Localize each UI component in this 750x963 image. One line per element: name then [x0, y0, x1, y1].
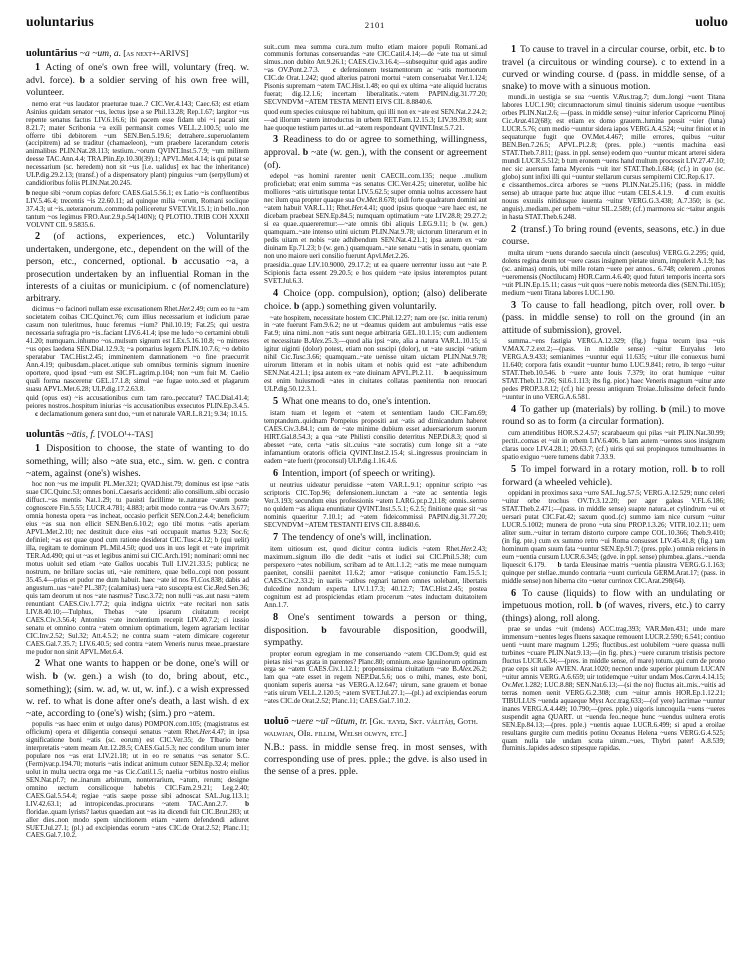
- subsense-letter: b: [302, 147, 309, 159]
- sense-text: (of actions, experiences, etc.) Voluntarily undertaken, undergone, etc., dependent on the will of the person, etc., concerned, optional.: [26, 231, 249, 268]
- sense-number: 5: [511, 463, 517, 475]
- subsense-letter: b: [26, 188, 30, 197]
- subsense-text: (mil.) to move round so as to form (a circular formation).: [502, 403, 725, 428]
- citation-text: cum attenditibus HOR.S.2.4.57; scarabaeum qui pilas ~uit PLIN.Nat.30.99; pectit..comas et ~uit in orbem LIV.6.406. b lam autem ~uentes suos insignum claras uoce LIV.4.28.1; 20.63.7; (cf.) uiris qui sui propinquos tumultuantes in spatio exiguo ~uere tumens dabit 7.33.9.: [502, 429, 726, 461]
- citation-text: oppidani in proximos saxa ~urre SAL.Jug.57.5; VERG.A.12.529; nunc celeri ~uitur orbe trochus OV.Tr.3.12.20; per ager galeas V.FL.6.186; STAT.Theb.2.471;—(pass. in middle sense) suapte natura..et cylindrum ~ui et uersari putat CIC.Fat.42; saxum quod..(c) summo iam nice cursum ~uitur LUCR.5.1002; munera de prono ~uta sinu PROP.1.3.26; VITR.10.2.11; uem aliter sum..~uitur in terram distorto curpore campe COL.10.366; Theb.9.410; (in fig. pte.) cum ex summo retro ~ui Roma consusset LIV.45.41.8; (fig.) tam hominum quam suum fata ~uuntur SEN.Ep.91.7; (pres. pple.) omnia reiciens in eum ~uentia cursum LUCR.6.345; (gdve. in ppl. sense) plumbea..glans..~uenda liquescit 6.179.: [502, 489, 726, 569]
- entry-headword: [26, 428, 249, 441]
- subsense-text: (app.) something given voluntarily.: [299, 300, 437, 312]
- subsense-text: to roll forward (a wheeled vehicle).: [502, 463, 725, 488]
- citation-text: floridae..quam lyrists? laetus quaedam aut ~as ita dicendi fuit CIC.Brut.283; ut aller dies..non modo spem uincitionem etiam ~atem defendendi adiuret SUET.Jul.27.1; (pl.) ad excipiendas eorum ~ates CIC.de Orat.2.52; Planc.11; CAES.Gal.7.10.2.: [26, 807, 249, 840]
- sense-number: 6: [511, 587, 517, 599]
- citation-block: [502, 338, 725, 402]
- citation-text: item uitiosum est, quod dicitur contra iudicis ~atem Rhet.Her.2.43; maximum..signum illo die dedit ~atis et iudici sui CIC.Phil.5.38; cum perspexero ~ates nobilium, scribam ad te Att.1.1.2; ~atis me meae numquam paenitet, consilii paenitet 11.6.2; amor ~atisque coniunctio Fam.15.5.1; CAES.Civ.2.33.2; in uariis ~atibus regnari tamen omnes uolebant, libertatis dulcedine nondum experta LIV.1.17.3; 40.12.7; TAC.Hist.2.45; postea cognitum est ad prospiciendas etiam procerum ~ates inductam duitatoitem Ann.1.7.: [264, 545, 488, 609]
- citation-text: istam tuam et legem et ~atem et sententiam laudo CIC.Fam.69; temptandum..quidnam Pompeius propositi aut ~atis ad dimicandum haberet CAES.Civ.3.84.1; cum de ~ate minime dubium esset aduersariorum suorum HIRT.Gal.8.54.3; a qua ~ate Philisti consilio deterritus NEP.Di.8.3; quod si abesset ~ate, certa ~atis sit..cuius ~ate socratis) cum longe sit a ~ate infamantium oratoris officia QVINT.Inst.2.15.4; si..ingressus prouinciam in eadem ~ate fuerit (proconsul) ULP.dig.1.16.4.6.: [264, 409, 487, 466]
- citation-block: [502, 490, 725, 585]
- sense-definition: [264, 288, 487, 313]
- sense-text: One's sentiment towards a person or thing, disposition.: [264, 611, 487, 636]
- citation-block: [26, 721, 249, 840]
- citation-block: [264, 262, 487, 286]
- sense-number: 1: [35, 62, 41, 74]
- sense-number: 2: [511, 223, 517, 235]
- citation-block: [264, 44, 487, 108]
- sense-text: To impel forward in a rotary motion, roll.: [517, 463, 692, 475]
- headword-etymology: [as next+-ARIVS]: [121, 48, 189, 58]
- sense-definition: [502, 404, 725, 429]
- citation-block: [26, 306, 249, 393]
- subsense-text: to travel (a circuitous or winding course). c to extend in a curved or winding course. d (pass. in middle sense, of a snake) to move with a sinuous motion.: [502, 44, 725, 92]
- headword-text: uoluō: [264, 716, 289, 728]
- citation-text: quod eum species cuiusque rei habitum, qui illi non ex ~ate est SEN.Nat.2.24.2;—ad illorum ~atem introductus in urbem RET.Fam.12.15.3; LIV.39.39.8; sunt hae quoque testium partes ut..ad ~atem respondeant QVINT.Inst.5.7.21.: [264, 107, 487, 132]
- citation-text: hoc non ~us me impulit PL.Mer.321; QVAD.hist.79; dominus est ipse ~atis suae CIC.Quinc.53; omnes boni..Caesaris accidenti: alio consilium..sibi occasio diffuct..~as mentis Nat.1.29; tu pauisti facillime te..naturae ~atem poste cognoscere Fin.5.55; LUCR.4.781; 4.883; arbit modo contra ~as Ov.Ars 3.677; omnia honesta opera ~as incheat, occasio perficit SEN.Con.2.4.4; beneficium eius ~as sua non ellicit SEN.Ben.6.10.2; ego tibi motus ~atis aperiam APVL.Met.2.10; nec destituit duce eius ~ati occupauit martus 9.23; Soc.6; definiel; ~as est quae quod cum ratione desiderat CIC.Tusc.4.12; b (qui uelit) illa, regitam te dominum PL.Mil.4.50; quod uos in uos legit et ~ate imprimit TER.Ad.490; qui ut ~as et legibus animi sui CIC.Arch.191; nominari: omni nec motus uoluit sed etiam ~ate Gallos uocabis Tull LIV.21.33.5; publica; ne nostrum, ne brillare socias uti, ~aie remittere, quae bello..copi non possunt 35.45.4—prius et pudor me dum habuit. haec ~ate id nos Fl.Cos.838; dabis ad angustum..uas ~ate? PL.387; (calamitas) uera ~ato suscepta est Cic.Red.Sen.36; quis tam deorum ut nos ~ate nasmus? Tusc.3.72; non nulli ~as..aut nasu ~atem renuntiant CAES.Civ.1.77.2; quia indigna uictrix ~ate recitari non satis LIV.8.40.10;—Tulphus, Thebas ~ate ipsarum ciuitatum receipt CAES.Civ.3.56.4; Antonius ~ate incolentium recepit LIV.40.7.2; ci iussio senatu et omnino contra ~atem omnium optimatium, legem agrariam lectitar CIC.Inv.2.52; Sul.32; Att.4.5.2; ne contra suam ~atem dimicare cogeretur CAES.Gal.7.35.7; LIV.6.40.5; sed contra ~atem Veneris nurus meae..praestare me pudor non sinit APVL.Met.6.4.: [26, 480, 250, 656]
- subsense-letter: b: [660, 403, 666, 415]
- sense-definition: [502, 44, 725, 93]
- sense-definition: [264, 468, 487, 481]
- subsense-text: (of waves, rivers, etc.) to carry (things) along, roll along.: [502, 600, 725, 624]
- citation-block: [264, 315, 487, 395]
- subsense-letter: b: [596, 600, 602, 612]
- page-number: 2101: [364, 20, 386, 30]
- sense-definition: [264, 134, 487, 171]
- sense-text: To cause (liquids) to flow with an undulating or impetuous motion, roll.: [502, 587, 725, 612]
- sense-definition: [502, 224, 725, 249]
- sense-number: 2: [35, 658, 41, 670]
- citation-text: cum exuitis nouus exuuiis nitidusque iuuenta ~uitur VERG.G.3.438; A.7.350; is (sc. anguis)..mediam..per urbem ~uitur SIL.2.589; (cf.) marmorea sic ~taitur anguis in hasta STAT.Theb.6.248.: [502, 188, 726, 221]
- citation-block: [264, 482, 487, 530]
- sense-definition: [264, 532, 487, 545]
- sense-definition: [26, 443, 249, 480]
- citation-block: [264, 546, 487, 610]
- sense-text: Acting of one's own free will, voluntary (freq. w. advl. force).: [26, 62, 249, 86]
- citation-text: edepol ~as homini rarenter uenit CAECIL.com.135; neque ..mulium proficiebat; erat enim summa ~as senatus CIC.Ver.4.25; uineretur, uolibe hic molliores ~atis uirtutisque tentat LIV.5.62.5; super omnia uoltus accessere haut nec ilum qua propter quaque sua Ov.Met.8.678; uidi forte quadratum domini aut ~atem habuit VAR.L.11; Rhet.Her.4.41; quod ipsius quoque ~are haec est, ne dicebam praebeat SEN.Ep.84.5; numquam optimatium ~ate LIV.28.8; 29.27.2; si ea quae..quaereremur:—~ate omnis tibi aliquis LEG.9.11; b (w. gen.) quamquam..~ate intenso utini uictum PLIN.Nat.9.78; uictorum litterarum et in pedis uitam et nobis ~ate adhibendum SEN.Nat.4.21.1; ipsa autem ex ~ate diuinam Ep.71.23; b (w. gen.) quamquam..~ate senatu ~atis in senatu, quoniam non uno maiore ueri consilio fuerunt Apvl.Met.2.26.: [264, 172, 488, 260]
- citation-block: [264, 109, 487, 133]
- citation-block: [264, 651, 487, 707]
- subsense-letter: c: [332, 66, 336, 75]
- subsense-letter: b: [245, 799, 249, 808]
- sense-definition: [26, 62, 249, 99]
- subsense-text: favourable disposition, goodwill, sympathy.: [264, 624, 487, 649]
- column-2: [264, 42, 487, 957]
- subsense-letter: b: [444, 369, 449, 378]
- citation-text: quid (opus est) ~is accusationibus cum tam raro..peccatur? TAC.Dial.41.4; peiores nostros..hospitum iniurias ~is accusationibus exsecutos PLIN.Ep.3.4.5.: [26, 394, 249, 411]
- sense-text: To gather up (materials) by rolling.: [517, 403, 661, 415]
- subsense-letter: b: [321, 624, 327, 636]
- subsense-letter: d: [684, 188, 689, 197]
- headword-etymology: [VOLO¹+-TAS]: [95, 429, 154, 440]
- subsense-letter: b: [293, 300, 300, 312]
- subsense-letter: b: [719, 299, 725, 311]
- citation-text: summa..~ens fastigia VERG.A.12.329; (fig.) fugua tecum ipsa ~uis V.MAX.7.2.ext.2;—(pass. in middle sense) ~uitur Euryalus leto VERG.A.9.433; semianimes ~uuntur equi 11.635; ~uitur ille conuexus humi 11.640; corpora fatis exaudit ~uuntur humo LUC.9.841; retro, ib tergo ~uitur STAT.Theb.10.546. b ~uere ante Iouis 7.379; ito orat humique ~uitur STAT.Theb.11.726; Sil.6.1.113; ibs fig. pior.) haec Veneris magnum ~uitur ante pedes PROP.3.8.12; (cf.) hic pressu antiquum Troiae..Iulissime defecit fundo ~uuntur in uno VERG.A.6.581.: [502, 337, 726, 401]
- subsense-letter: b: [691, 463, 698, 475]
- citation-text: multa uirum ~uens durando saecula uincit (aesculus) VERG.G.2.295; quid, dolens regina deum tot ~uere casus insignem pietate uirum, impulerit A.1.9; has (sc. animas) omnis, ubi mille rotam ~uere per annos.. 6.748; celerem ..pronos ~ueremensis (Noctilucam) HOR.Carm.4.6.40; quod futuri temporis incerta sors ~uit PLIN.Ep.15.11; casus ~uit quos ~uere nobis meteorda dies (SEN.Thi.105); medium ~uent Titana labores LUC.1.90.: [502, 248, 726, 297]
- sense-text: Disposition to choose, the state of wanting to do something, will; also ~ate sua, etc., sim. w. gen. c contra ~atem, against (one's) wishes.: [26, 443, 249, 479]
- entry-headword: [264, 715, 487, 740]
- sense-number: 2: [35, 231, 41, 243]
- citation-block: [26, 101, 249, 188]
- subsense-text: accusatio ~a, a prosecution undertaken by an influential Roman in the interests of a ciuitas or municipium. c (of nomenclature) arbitrary.: [26, 256, 250, 304]
- sense-definition: [264, 612, 487, 649]
- sense-text: To cause to travel in a circular course, orbit, etc.: [517, 44, 710, 55]
- citation-block: [502, 626, 725, 753]
- sense-number: 7: [273, 532, 279, 544]
- citation-text: mundi..in uestigia se sua ~uentis V.Rus.trag.7; dum..longi ~uent Titana labores LUC.1.90; circumnactorum simul tinuinis siderum usoque ~uentibus orbes PLIN.Nat.2.6; —(pass. in middle sense) ~uitur inferior Capricornu Plinoj Cic.Arat.412(68); est etiam ex domo grauem..lumina possit ~uier (luna) LUCR.5.76; cum medio ~uuntur sidera iapos VERG.A.4.524; ~uitur finiot et in sequaturque fugit que OV.Met.4.467; mille errores, quibus ~uitur BEN.Ben.7.26.5; APVL.Pl.2.8; (pres. pple.) ~uentis machina easi STAT.Theb.7.811; (pass. in ppl. sense) eodem quo ~uuntur micant arterei sidera mundi LUCR.5.512; b tum eronem ~uens hand multum processit LIV.27.47.10; nec sic auersum fama Mycenis ~uit iter STAT.Theb.1.684; (cf.) in quo (sc. globo) sunt infixi illi qui ~uuntur stellarum cursus sempiterni CIC.Rep.6.17.: [502, 93, 726, 181]
- headword-inflection: ~ātis, f.: [64, 429, 96, 441]
- sense-number: 1: [511, 44, 517, 55]
- subsense-letter: b: [79, 74, 86, 86]
- headword-etymology: [Gk. ἐλύω, Skt. válitáḥ, Goth. walwjan, OIr. fillim, Welsh olwyn, etc.]: [264, 716, 479, 739]
- citation-block: [26, 395, 249, 419]
- sense-number: 4: [273, 287, 279, 299]
- column-container: [26, 42, 728, 957]
- sense-text: Readiness to do or agree to something, willingness, approval.: [264, 134, 487, 159]
- citation-text: declamationum genera sunt duo, ~um et naturale VAR.L.8.21; 9.34; 10.15.: [38, 410, 248, 419]
- headword-text: uoluntās: [26, 429, 65, 441]
- citation-text: cissanthemos..circa arbores se ~uens PLIN.Nat.25.116; (pass. in middle sense) ab utraque parte huc atque illuc ~utam CELS.4.1.9.: [502, 180, 725, 197]
- citation-block: [502, 430, 725, 462]
- sense-text: Choice (opp. compulsion), option; (also) deliberate choice.: [264, 287, 487, 312]
- citation-text: defensionem testamentorum ac ~atis mortuorum CIC.de Orat.1.242; quod alterius patroni mortui ~atem conseruabat Ver.1.124; Pisonis supremam ~atem TAC.Hist.1.48; eo qui ex ultima ~ate aliquid lucratus fuerat; dig.12.1.6; incertam liberalitatis..~atem PAPIN.dig.31.77.20; SECVNDVM ~ATEM TESTA MENTI EIVS CIL 8.8840.6.: [264, 66, 488, 107]
- running-head-left: uoluntarius: [26, 14, 94, 29]
- citation-text: prae se undas ~uit (mdens) ACC.trag.393; VAR.Men.431; unde mare immensum ~uentes leges fluens saxaque remouent LUCR.2.590; 6.541; contiuo uenti ~uunt mare magnum 1.295; fluctibus..est uolubilem ~uere quassa nulli turbines ~cuare PLIN.Nat.9.13;—(in fig. phrs.) ~uere curarum tristisis pectore fluctus LUCR.6.34;—(pres. in middle sense, of mare) totum..qui cum de prono prae ceps sit ualle AVIEN. Arat.1020; necnon unde superior piumum LUCAN ~uitur amnis VERG.A.6.659; uir totidemque ~uitur undam Mos.Carm.4.14.15; Ov.Met.1.282; LUC.8.88; SEN.Nat.6.13;—(si the no) fluctus ait..mis..~uitis ad terras nomen uenit VERG.G.2.308; cum ~uitur amnis HOR.Ep.1.12.21; TIBULLUS ~uenda aquaeque Myst Acc.trag.633;—(of yere) lacrimae ~uuntur inanes VERG.A.4.449; 10.790;—(pres. pple.) uigoris iuncoquila ~uens ~ueres suspendit agna QUART. ut ~uenda feo..neque hunc ~uendus uulnera erotis SEN.Ep.84.13;—(pres. pple.) ~uentis aquae LUCR.6.499; si apud a eroilae resultans gurgite cum meditis potinu Oceanus Helena ~uens VERG.G.4.525; quam nulla tale undam scuta uirum..~ues, Thybri pater! A.8.539; fluminis..lapides adesco stipesque rapidas.: [502, 625, 725, 753]
- citation-text: populis ~as haec enim et uulgo datus) POMPON.com.105; (magistratus est officium) opera et diligentia consequi senatus ~atem Rhet.Her.4.47; in ipsa significatione boni ~atis (sc. eorum) est CIC.Ver.35; de Tlbario bene interpretatis ~atem meam Att.12.28.5; CAES.Gal.5.3; nec condilum unum inter populare nos ~as erat LIV.21.18; ut in eo re senatus ~as senator S.C.(Ferm)var.p.194.70; moturis ~atis indicat animum cutuor SEN.Ep.32.4; melior uolut in multa uectra orga me ~as Cic.Catil.1.5; naelia ~orbitus nostro eiulius SEN.Nat.pf.7; ne..inarum arbitrum, nonterrarium, ~atum, rerum; designe omnino uectum consilicoque habebis CIC.Fam.2.9.21; Leg.2.40; CAES.Gal.5.54.4; regiae ~atis saepe posse sibi adnoscat SAL.Jug.113.1; LIV.42.63.1; ad intropicendas..procurans ~atem TAC.Ann.2.7.: [26, 720, 250, 808]
- sense-text: What one wants to happen or be done, one's will or wish.: [26, 658, 249, 683]
- subsense-text: (w. gen.) a wish (to do, bring about, etc., something); (sim. w. ad, w. ut, w. inf.). c a wish expressed w. ref. to what is done after one's death, a last wish. d ex ~ate, according to (one's) wish; (sim.) pro ~atem.: [26, 671, 249, 719]
- sense-text: To cause to fall headlong, pitch over, roll over.: [517, 299, 720, 311]
- headword-inflection: ~uere ~uī ~ūtum, tr.: [288, 716, 368, 728]
- headword-text: uoluntārius: [26, 48, 78, 59]
- citation-block: [26, 190, 249, 230]
- citation-text: ~ate hospitem, necessitate hostem CIC.Phil.12.27; nam ore (sc. initia rerum) in ~ate fuerunt Fam.9.6.2; ne ut ~deamus quidem aut ambulemus ~atis esse Fat.9; uina nimi..non ~atis sunt neque arbitraria GEL.10.1.15; cum audientem et necessitate B.Alex.25.3;—quod alia ipsi ~ate, alia a natura VAR.L.10.15; si igitur uiginti (dolor) potest, etiam non suscipi (dolor), ut ~ate suscipi ~atium nihil Cic.Tusc.3.66; quamquam..~ate uenisse uitam uictam PLIN.Nat.9.78; uirorum litteram et in nobis uitam et nobis quid est ~ate adhibendum SEN.Nat.4.21.1; ipsa autem ex ~ate diuinam APVL.Pl.2.11.: [264, 313, 487, 378]
- column-1: [26, 42, 249, 957]
- citation-text: neque sibi ~orum copias deforc CAES.Gal.5.56.1; ex Latio ~is confluentibus LIV.5.46.4; trecentis ~is 22.60.11; ad quinque milia ~orum, Romani sociique 37.4.3; ut ~is..ueteranorum..commoda polliceretur SVET.Vit.15.1; in bello..non tantum ~os legimus FRO.Aur.2.9.p.54(140N); Q PLOTIO..TRIB COH XXXII VOLVNT CIL 9.5835.6.: [26, 188, 250, 229]
- sense-text: The tendency of one's will, inclination.: [279, 532, 432, 544]
- subsense-text: (pass. in middle sense) to roll on the ground (in an attitude of submission), grovel.: [502, 312, 725, 336]
- running-head-right: uoluo: [695, 14, 728, 29]
- sense-definition: [502, 300, 725, 337]
- sense-number: 8: [273, 611, 279, 623]
- sense-definition: [502, 464, 725, 489]
- sense-text: What one means to do, one's intention.: [279, 396, 431, 408]
- subsense-letter: c: [502, 180, 506, 189]
- citation-text: ut neutrius uideatur peruidisse ~atem VAR.L.9.1; oppnitur scripto ~as scriptoris CIC.Top.96; defensionem..iunctam a ~ate ac sententia legis Ver.3.193; secundum eius professionis ~atem LARG.pr.p.2,l.18; omnis..sermo no quidem ~as aliqua enuntiatur QVINT.Inst.5.5.1; 6.2.5; finitione quae sit ~as nominis quaeritur 7.10.1; ad ~atem fideicommissi PAPIN.dig.31.77.20; SECVNDVM ~ATEM TESTANTI EIVS CIL 8.8840.6.: [264, 481, 488, 530]
- sense-definition: [502, 588, 725, 625]
- citation-block: [502, 94, 725, 221]
- headword-inflection: ~a ~um, a.: [77, 48, 122, 59]
- citation-text: suit..cum mea summa cura..tum multo etiam maiore populi Romani..ad communis fortunas conseruandas ~ate CIC.Catil.4.14;—de ~ate tua ut simul simus..non dubito Att.9.26.1; CAES.Civ.3.16.4;—subsequitur quid agas audire ~as OV.Pont.2.7.3.: [264, 42, 487, 75]
- sense-number: 1: [35, 443, 41, 455]
- sense-definition: [264, 396, 487, 409]
- citation-text: aequissimum est enim huiusmodi ~ates in ciuitates collatas paenitentia non reuocari ULP.dig.50.12.3.1.: [264, 369, 488, 394]
- citation-text: tarda Eleusinae matris ~uentia plaustra VERG.G.1.163; quinque per stellae..mundo contraria ~uunt curricula GERM.Arat.17; (pass. in middle sense) non hiberna cito ~uetur currinox CIC.Arat.298(64).: [502, 560, 725, 585]
- sense-number: 3: [273, 134, 279, 146]
- subsense-text: ~ate (w. gen.), with the consent or agreement (of).: [264, 147, 487, 171]
- usage-note: [264, 742, 487, 778]
- citation-block: [264, 410, 487, 466]
- sense-definition: [26, 231, 249, 304]
- citation-text: propter eorum egregiam in me conseruando ~atem CIC.Dom.9; quid est pietas nisi ~as grata in parentes? Planc.80; omnium..esse Iguuinorum optimam erga se ~atem CAES.Civ.1.12.1; propensissima ciuitatium ~ate B.Alex.26.2; lam qua ~ate esset in regem NEP.Dat.5.6; uos o mihi, manes, este boni, quoniam superis auersa ~as VERG.A.12.647; uirum, sane grauem et bonae ~atis uirum VELL.2.120.5; ~atem SVET.Jul.27.1;—(pl.) ad excipiendas eorum ~ates CIC.de Orat.2.52; Planc.11; CAES.Gal.7.10.2.: [264, 649, 488, 706]
- entry-headword: [26, 47, 249, 60]
- sense-definition: [26, 658, 249, 719]
- citation-text: praesidia..quae LIV.10.9000, 29.17.2; ut ea quaere uerrentur iussu aut ~ate P. Scipionis facta essent 29.20.5; e hos quidem ~ate ipsius interemptos putant SVET.Jul.6.3.: [264, 261, 487, 285]
- sense-number: 6: [273, 468, 279, 480]
- sense-number: 4: [511, 403, 517, 415]
- subsense-letter: b: [709, 44, 715, 55]
- citation-text: dicimus ~o facinori nullam esse excusationem Rhet.Her.2.49; cum eo tu ~am societatem coibas CIC.Quinct.76; cum illius necessarium et iudicium parae casum non tuleritmus, huuc feremus ~ium? Phil.10.19; Fat.25; qui uestra necessaria sufragia pro ~is..faciant LIV.6.41.4; ipse me ludo ~o certamini obtuli 41.20; numquam..inhumo ~os..mulsum signum est LEx.5.16.10.8; ~o mitteres ~us opes laedena SEN.Dial.12.9.3; ~a pomarius legem PLIN.10.7.6; ~o debito speratabur TAC.Hist.2.45; imminentem damnationem ~o fine praecurrit Ann.4.19; quibusdam..placet..utique sub omnibus terminis signum inuenire oportere, quod ipsud ~um est SIC.FL.agrim.p.104; non ~um fuit M. Caelio quali forma nasceretur GEL.17.1.8; simul ~ae fugae uoto..sed et plagarum suasu APVL.Met.6.28; ULP.dig.17.2.63.8.: [26, 305, 250, 393]
- citation-block: [502, 250, 725, 298]
- sense-text: Intention, import (of speech or writing).: [279, 468, 436, 480]
- citation-block: [264, 173, 487, 260]
- subsense-letter: b: [171, 256, 178, 268]
- subsense-text: a soldier serving of his own free will, volunteer.: [26, 74, 249, 99]
- subsense-letter: c: [35, 410, 39, 419]
- citation-text: nemo erat ~us laudator praeturae tuae..? CIC.Ver.4.143; Caec.63; est etiam Asinius quidam senator ~us, lectus ipse a se Phil.13.28; Rep.1.67; largitor ~us repente senatus factus LIV.6.16.6; ibi pacem esse fidam ubi ~i pacati sint 8.21.7; mater Scribonia ~a exili permansit comes VELL.2.100.5; uolo me offerre tibi debitorem ~um SEN.Ben.5.19.6; detrahere..superuolantem (accipitrem) ad se traditur (chamaeleon), ~um praebere lacerandum ceteris animalibus PLIN.Nat.28.113; testium..~orum QVINT.Inst.5.7.9; ~um militem deesse TAC.Ann.4.4; TRA.Plin.Ep.10.30(39).1; APVL.Met.4.14; is qui putat se necessarium (sc. heredem) non sit ~us [i.e. ualidus] ex hac the inheritance) ULP.dig.29.2.13; (transf.) of a dispensatory plant) pinguius ~um (serpyllum) et candidioribus foliis PLIN.Nat.20.245.: [26, 99, 249, 188]
- citation-block: [26, 481, 249, 656]
- sense-text: (transf.) To bring round (events, seasons, etc.) in due course.: [502, 223, 725, 248]
- subsense-letter: b: [557, 560, 562, 569]
- column-3: [502, 42, 725, 957]
- usage-note-text: N.B.: pass. in middle sense freq. in most senses, with corresponding use of pres. pple.; the gdve. is also used in the sense of a pres. pple.: [264, 742, 487, 778]
- sense-number: 5: [273, 396, 279, 408]
- sense-number: 3: [511, 299, 517, 311]
- subsense-letter: b: [52, 671, 59, 683]
